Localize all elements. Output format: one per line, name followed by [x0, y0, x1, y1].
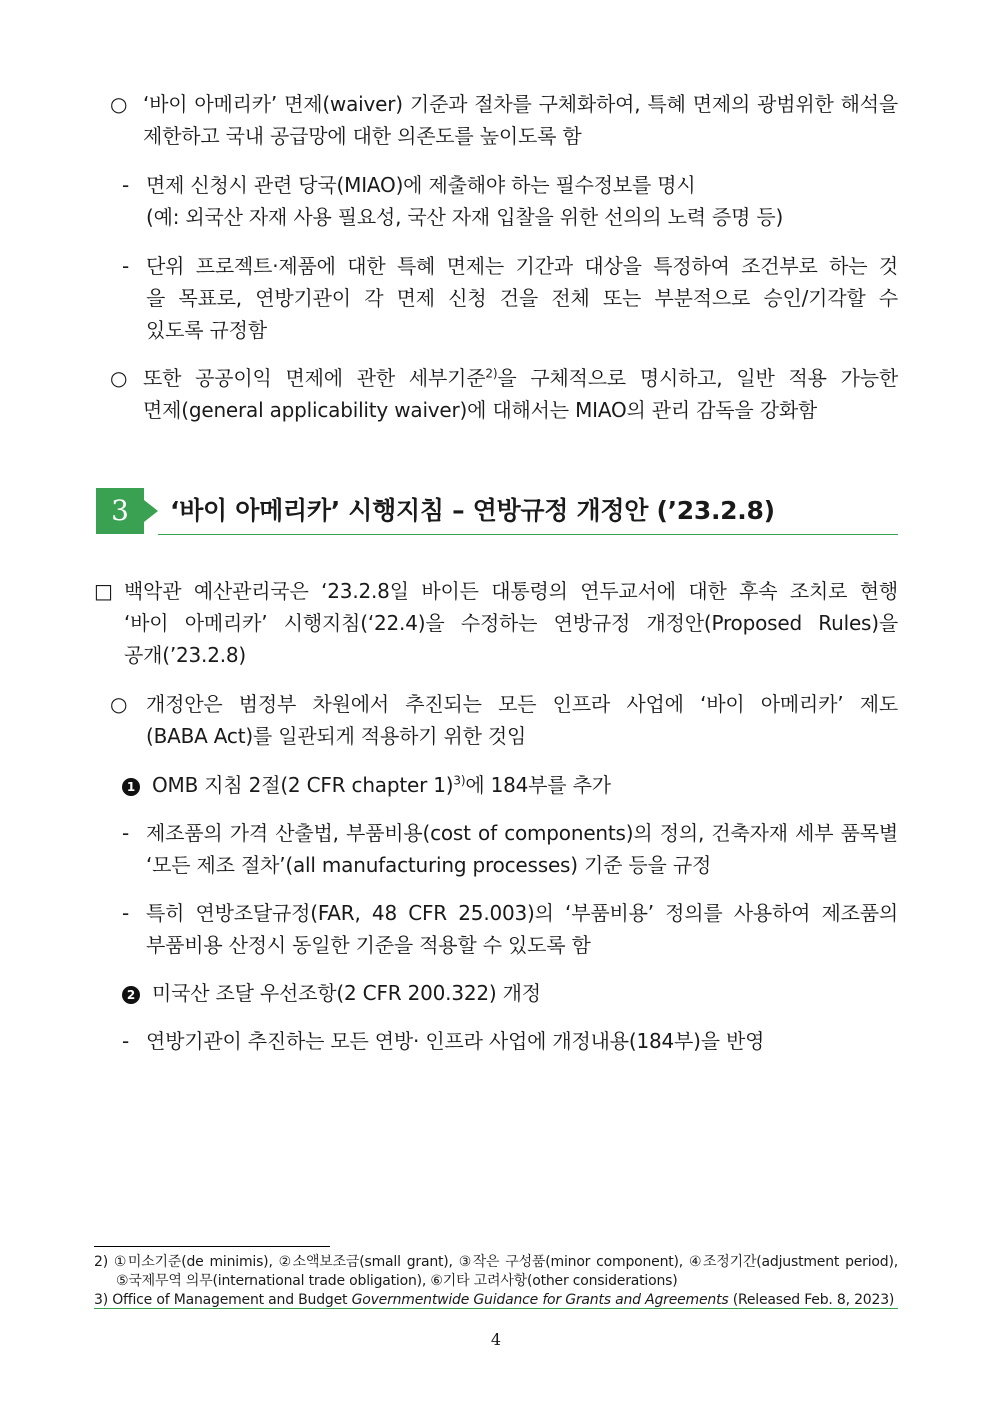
- paragraph-line: 을 목표로, 연방기관이 각 면제 신청 건을 전체 또는 부분적으로 승인/기각할 수: [146, 286, 898, 310]
- paragraph-line: (예: 외국산 자재 사용 필요성, 국산 자재 입찰을 위한 선의의 노력 증명 등): [146, 205, 784, 229]
- footnote-3: 3) Office of Management and Budget Governmentwide Guidance for Grants and Agreements (Released Feb. 8, 2023): [94, 1292, 895, 1308]
- circle-bullet: ○: [110, 692, 128, 716]
- numbered-bullet-2: 2: [122, 977, 140, 1009]
- section-number-badge: 3: [96, 488, 144, 534]
- paragraph-line: 개정안은 범정부 차원에서 추진되는 모든 인프라 사업에 ‘바이 아메리카’ 제도: [146, 692, 898, 716]
- footnote-2: 2) ①미소기준(de minimis), ②소액보조금(small grant), ③작은 구성품(minor component), ④조정기간(adjustment period),: [94, 1254, 898, 1270]
- section-arrow-icon: [144, 500, 158, 522]
- paragraph-line: (BABA Act)를 일관되게 적용하기 위한 것임: [146, 724, 527, 748]
- paragraph-line: 면제(general applicability waiver)에 대해서는 MIAO의 관리 감독을 강화함: [143, 398, 818, 422]
- circle-bullet: ○: [110, 366, 128, 390]
- square-bullet: □: [94, 579, 113, 603]
- circle-bullet: ○: [110, 92, 128, 116]
- paragraph-line: 제한하고 국내 공급망에 대한 의존도를 높이도록 함: [143, 124, 582, 148]
- footnote-ref: 3): [453, 773, 466, 788]
- paragraph-line: 백악관 예산관리국은 ‘23.2.8일 바이든 대통령의 연두교서에 대한 후속 조치로 현행: [124, 579, 898, 603]
- dash-bullet: -: [122, 1029, 130, 1053]
- paragraph-line: 제조품의 가격 산출법, 부품비용(cost of components)의 정의, 건축자재 세부 품목별: [146, 821, 898, 845]
- paragraph-line: ‘모든 제조 절차’(all manufacturing processes) 기준 등을 규정: [146, 853, 712, 877]
- paragraph-line: 부품비용 산정시 동일한 기준을 적용할 수 있도록 함: [146, 933, 591, 957]
- page-number: 4: [490, 1330, 502, 1349]
- paragraph-line: ‘바이 아메리카’ 면제(waiver) 기준과 절차를 구체화하여, 특혜 면제의 광범위한 해석을: [143, 92, 898, 116]
- paragraph-line: OMB 지침 2절(2 CFR chapter 1)$^{3)}$에 184부를 추가: [152, 773, 611, 797]
- dash-bullet: -: [122, 254, 130, 278]
- numbered-bullet-1: 1: [122, 769, 140, 801]
- paragraph-line: ‘바이 아메리카’ 시행지침(‘22.4)을 수정하는 연방규정 개정안(Proposed Rules)을: [124, 611, 898, 635]
- paragraph-line: 있도록 규정함: [146, 318, 267, 342]
- paragraph-line: 특히 연방조달규정(FAR, 48 CFR 25.003)의 ‘부품비용’ 정의를 사용하여 제조품의: [146, 901, 898, 925]
- dash-bullet: -: [122, 901, 130, 925]
- section-title: ‘바이 아메리카’ 시행지침 – 연방규정 개정안 (’23.2.8): [170, 496, 775, 525]
- dash-bullet: -: [122, 173, 130, 197]
- paragraph-line: 단위 프로젝트·제품에 대한 특혜 면제는 기간과 대상을 특정하여 조건부로 하는 것: [146, 254, 898, 278]
- paragraph-line: 면제 신청시 관련 당국(MIAO)에 제출해야 하는 필수정보를 명시: [146, 173, 696, 197]
- paragraph-line: 공개(’23.2.8): [124, 643, 247, 667]
- paragraph-line: 또한 공공이익 면제에 관한 세부기준$^{2)}$을 구체적으로 명시하고, 일반 적용 가능한: [143, 366, 898, 390]
- dash-bullet: -: [122, 821, 130, 845]
- footnote-2-continued: ⑤국제무역 의무(international trade obligation), ⑥기타 고려사항(other considerations): [116, 1273, 678, 1289]
- paragraph-line: 연방기관이 추진하는 모든 연방· 인프라 사업에 개정내용(184부)을 반영: [146, 1029, 765, 1053]
- section-underline: [158, 534, 898, 535]
- footnote-separator: [94, 1246, 330, 1247]
- paragraph-line: 미국산 조달 우선조항(2 CFR 200.322) 개정: [152, 981, 541, 1005]
- footnote-bottom-rule: [94, 1308, 898, 1309]
- footnote-ref: 2): [485, 366, 498, 381]
